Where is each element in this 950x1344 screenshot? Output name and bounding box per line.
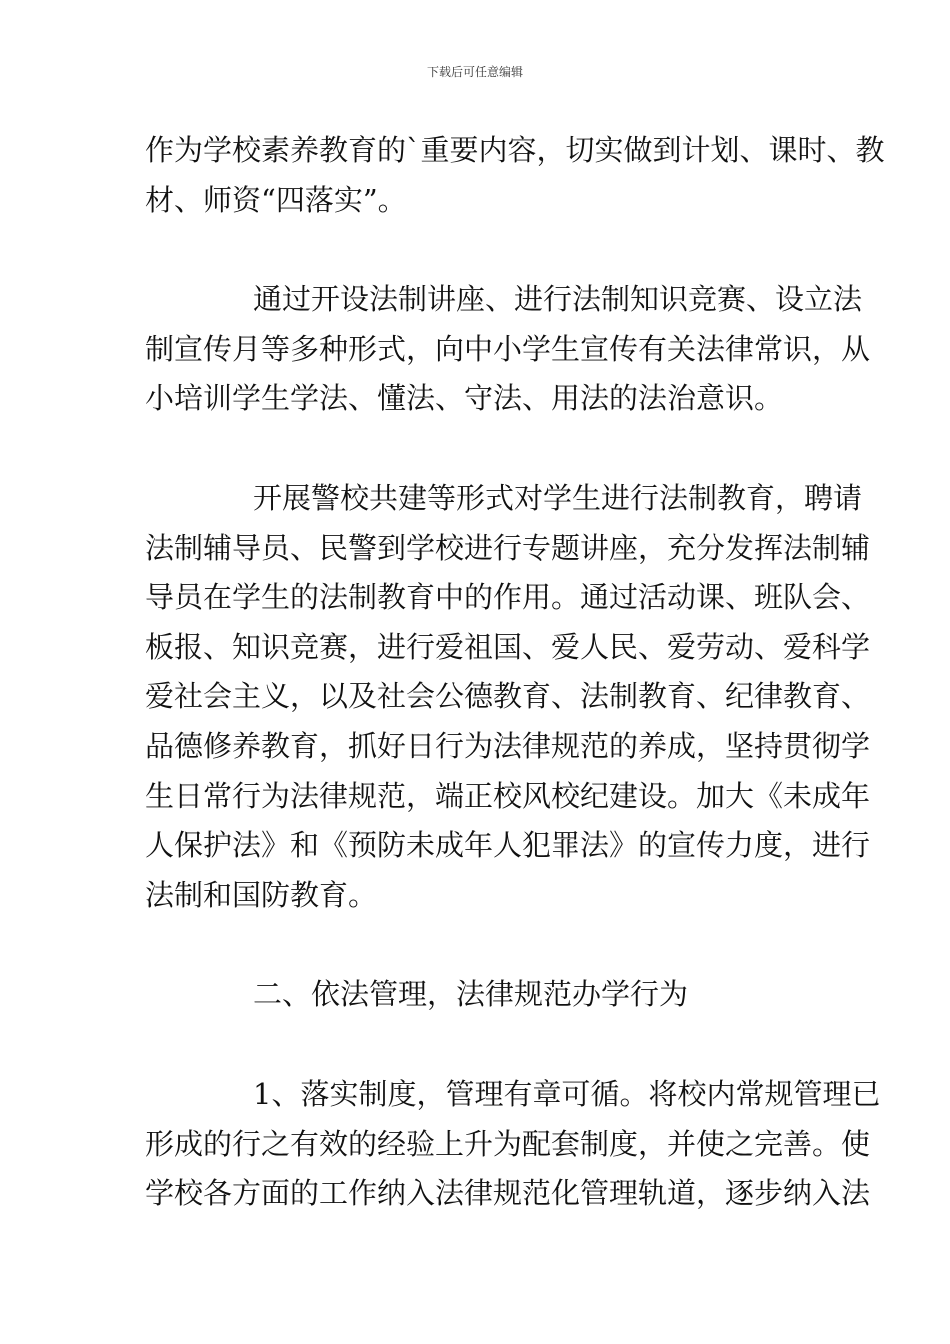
text-line: 作为学校素养教育的`重要内容，切实做到计划、课时、教 — [145, 133, 885, 167]
text-line: 品德修养教育，抓好日行为法律规范的养成，坚持贯彻学 — [145, 728, 871, 763]
section-heading — [145, 970, 810, 1020]
text-line: 通过开设法制讲座、进行法制知识竞赛、设立法 — [253, 282, 863, 317]
text-line: 人保护法》和《预防未成年人犯罪法》的宣传力度，进行 — [145, 828, 871, 863]
heading-line: 二、依法管理，法律规范办学行为 — [253, 977, 689, 1012]
text-line: 导员在学生的法制教育中的作用。通过活动课、班队会、 — [145, 580, 871, 615]
paragraph-gap — [145, 424, 810, 474]
text-line: 小培训学生学法、懂法、守法、用法的法治意识。 — [145, 381, 784, 416]
text-line: 爱社会主义，以及社会公德教育、法制教育、纪律教育、 — [145, 679, 871, 714]
paragraph-gap — [145, 920, 810, 970]
paragraph-gap — [145, 1020, 810, 1070]
text-line: 法制辅导员、民警到学校进行专题讲座，充分发挥法制辅 — [145, 530, 871, 565]
text-line: 法制和国防教育。 — [145, 877, 378, 912]
text-line: 形成的行之有效的经验上升为配套制度，并使之完善。使 — [145, 1126, 871, 1161]
paragraph-5 — [145, 1070, 881, 1219]
page-header: 下载后可任意编辑 — [426, 65, 523, 79]
paragraph-2 — [145, 275, 871, 424]
text-line: 板报、知识竞赛，进行爱祖国、爱人民、爱劳动、爱科学 — [145, 629, 871, 664]
text-line: 生日常行为法律规范，端正校风校纪建设。加大《未成年 — [145, 778, 871, 813]
text-line: 制宣传月等多种形式，向中小学生宣传有关法律常识，从 — [145, 331, 871, 366]
paragraph-3 — [145, 474, 871, 920]
paragraph-1 — [145, 126, 885, 225]
paragraph-gap — [145, 225, 810, 275]
text-line: 1、落实制度，管理有章可循。将校内常规管理已 — [253, 1076, 881, 1111]
document-body — [145, 126, 885, 1219]
text-line: 材、师资“四落实”。 — [145, 182, 407, 217]
text-line: 开展警校共建等形式对学生进行法制教育，聘请 — [253, 480, 863, 515]
text-line: 学校各方面的工作纳入法律规范化管理轨道，逐步纳入法 — [145, 1176, 871, 1211]
